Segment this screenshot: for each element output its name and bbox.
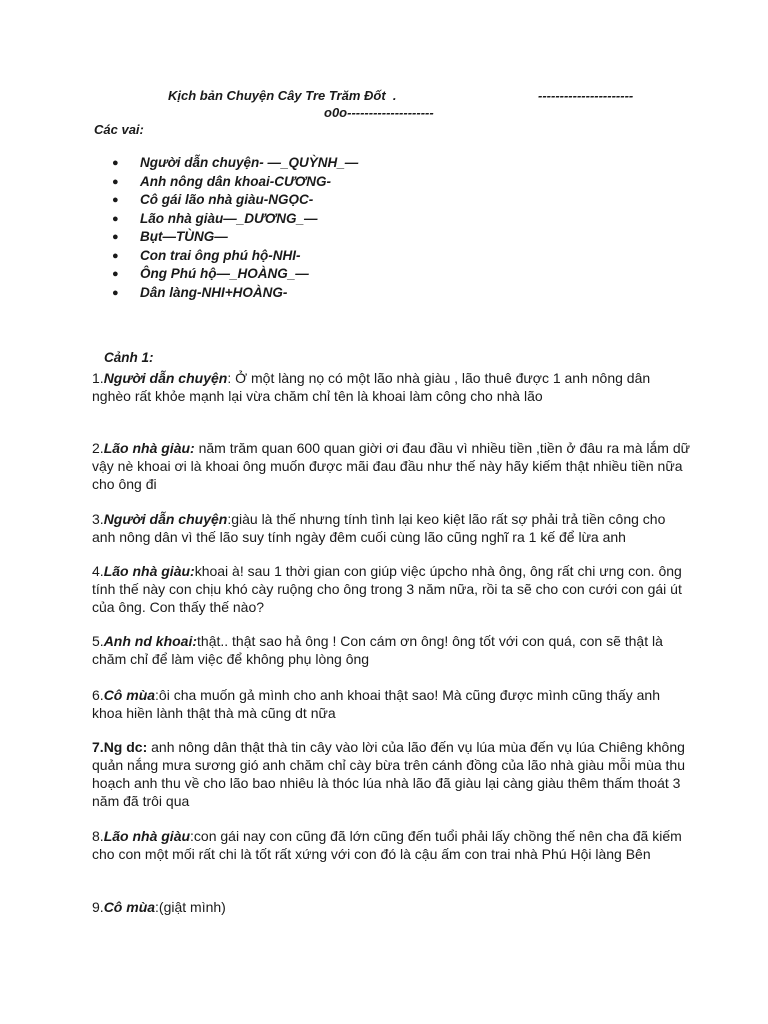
- header-dash-line: ----------------------: [538, 88, 634, 103]
- speaker-name: Lão nhà giàu: [103, 828, 191, 844]
- line-text: khoai à! sau 1 thời gian con giúp việc úpcho nhà ông, ông rất chi ưng con. ông tính thế này con chịu khó cày ruộng cho ông trong 3 năm nữa, rồi ta sẽ cho con cưới con gái út của ông. Con thấy thế nào?: [92, 563, 682, 615]
- speaker-name: Cô mùa: [103, 687, 156, 703]
- line-text: năm trăm quan 600 quan giời ơi đau đầu vì nhiều tiền ,tiền ở đâu ra mà lắm dữ vậy nè khoai ơi là khoai ông muốn được mãi đau đầu như thế này hãy kiếm thật nhiều tiền nữa cho ông đi: [92, 440, 690, 492]
- speaker-name: Người dẫn chuyện: [103, 511, 228, 527]
- script-title: Kịch bản Chuyện Cây Tre Trăm Đốt .: [168, 88, 397, 103]
- cast-item-label: Lão nhà giàu—_DƯƠNG_—: [140, 210, 318, 226]
- dialogue-line: [92, 686, 692, 722]
- header-ornament: o0o--------------------: [324, 105, 434, 120]
- bullet-icon: ●: [112, 268, 119, 280]
- line-number: 1.: [92, 370, 104, 386]
- line-text: :giàu là thế nhưng tính tình lại keo kiệt lão rất sợ phải trả tiền công cho anh nông dân vì thế lão suy tính ngày đêm cuối cùng lão cũng nghĩ ra 1 kế để lừa anh: [92, 511, 666, 545]
- bullet-icon: ●: [112, 157, 119, 169]
- speaker-name: Lão nhà giàu:: [103, 440, 195, 456]
- line-number: 8.: [92, 828, 104, 844]
- dialogue-line: [92, 439, 692, 493]
- cast-item-label: Bụt—TÙNG—: [140, 229, 228, 244]
- bullet-icon: ●: [112, 286, 119, 299]
- cast-item: [112, 265, 358, 284]
- line-text: thật.. thật sao hả ông ! Con cám ơn ông! ông tốt với con quá, con sẽ thật là chăm chỉ để làm việc để không phụ lòng ông: [92, 633, 663, 667]
- bullet-icon: ●: [112, 175, 119, 188]
- line-number: 7.: [92, 739, 104, 755]
- speaker-name: Cô mùa: [103, 899, 156, 915]
- dialogue-line: [92, 898, 692, 916]
- cast-item-label: Người dẫn chuyện- —_QUỲNH_—: [140, 155, 359, 170]
- cast-item-label: Ông Phú hộ—_HOÀNG_—: [140, 266, 309, 281]
- cast-title: Các vai:: [94, 122, 144, 137]
- dialogue-line: [92, 827, 692, 863]
- bullet-icon: ●: [112, 194, 119, 206]
- dialogue-line: [92, 510, 692, 546]
- cast-item-label: Con trai ông phú hộ-NHI-: [140, 247, 301, 263]
- line-number: 6.: [92, 687, 104, 703]
- cast-item-label: Anh nông dân khoai-CƯƠNG-: [140, 173, 331, 189]
- line-number: 4.: [92, 563, 104, 579]
- line-number: 2.: [92, 440, 104, 456]
- bullet-icon: ●: [112, 231, 119, 243]
- dialogue-line: [92, 738, 692, 810]
- cast-item-label: Cô gái lão nhà giàu-NGỌC-: [140, 192, 314, 207]
- line-number: 5.: [92, 633, 104, 649]
- bullet-icon: ●: [112, 212, 119, 225]
- bullet-icon: ●: [112, 249, 119, 262]
- line-text: :ôi cha muốn gả mình cho anh khoai thật sao! Mà cũng được mình cũng thấy anh khoa hiền lành thật thà mà cũng dt nữa: [92, 687, 661, 721]
- speaker-name: Người dẫn chuyện: [103, 370, 228, 386]
- speaker-name: Lão nhà giàu:: [103, 563, 195, 579]
- dialogue-line: [92, 632, 692, 668]
- cast-item: [112, 228, 358, 247]
- cast-item: [112, 154, 358, 173]
- dialogue-line: [92, 369, 692, 405]
- dialogue-line: [92, 562, 692, 616]
- scene-title: Cảnh 1:: [104, 350, 154, 365]
- cast-item: [112, 191, 358, 210]
- cast-list: [112, 154, 358, 302]
- line-number: 3.: [92, 511, 104, 527]
- line-number: 9.: [92, 899, 104, 915]
- speaker-name: Ng dc:: [103, 739, 148, 755]
- line-text: :con gái nay con cũng đã lớn cũng đến tuổi phải lấy chồng thế nên cha đã kiếm cho con một mối rất chi là tốt rất xứng với con đó là cậu ấm con trai nhà Phú Hội làng Bên: [92, 828, 682, 862]
- cast-item-label: Dân làng-NHI+HOÀNG-: [140, 284, 288, 300]
- line-text: anh nông dân thật thà tin cây vào lời của lão đến vụ lúa mùa đến vụ lúa Chiêng không quản nắng mưa sương gió anh chăm chỉ cày bừa trên cánh đồng của lão nhà giàu mỗi mùa thu hoạch anh thu về cho lão bao nhiêu là thóc lúa nhà lão đã giàu lại càng giàu thêm thấm thoát 3 năm đã trôi qua: [92, 739, 686, 809]
- line-text: :(giật mình): [155, 899, 226, 915]
- line-text: : Ở một làng nọ có một lão nhà giàu , lão thuê được 1 anh nông dân nghèo rất khỏe mạnh lại vừa chăm chỉ tên là khoai làm công cho nhà lão: [92, 370, 651, 404]
- cast-item: [112, 210, 358, 229]
- cast-item: [112, 173, 358, 192]
- cast-item: [112, 284, 358, 303]
- speaker-name: Anh nd khoai:: [103, 633, 198, 649]
- cast-item: [112, 247, 358, 266]
